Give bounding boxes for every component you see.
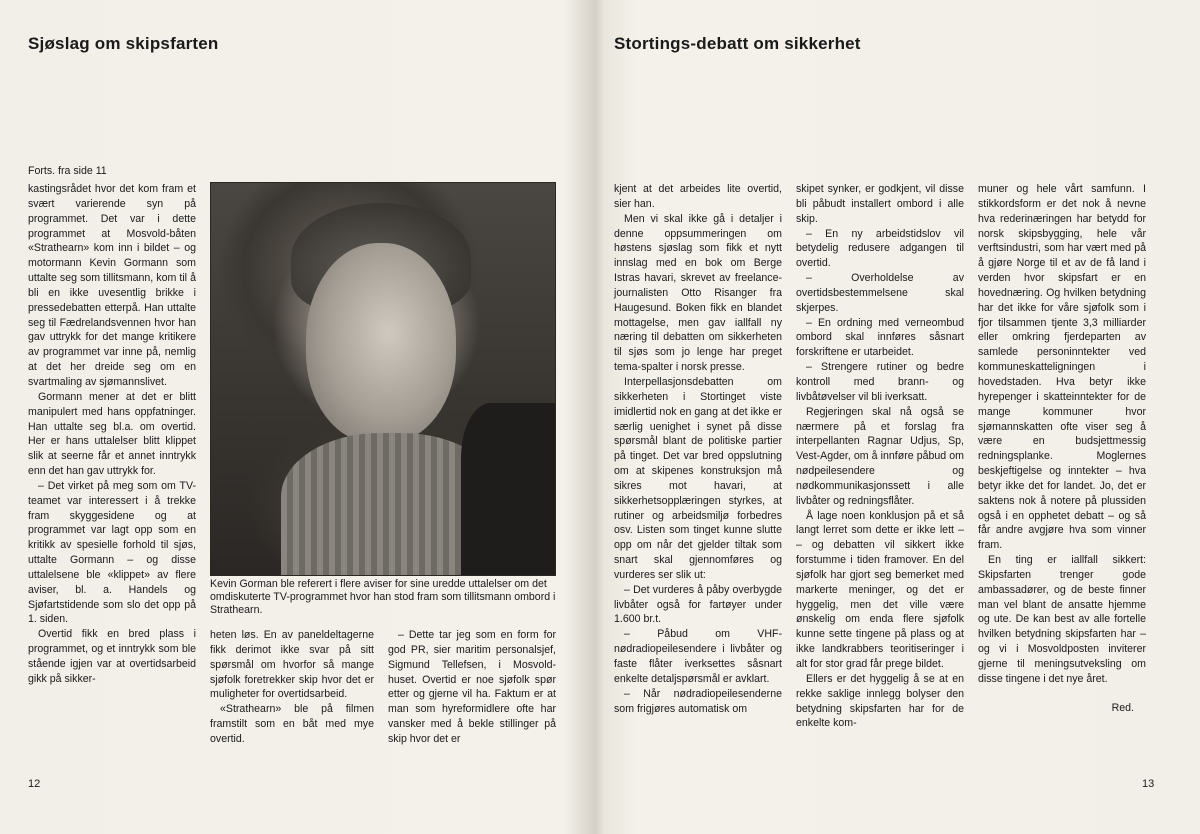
- paragraph: Regjeringen skal nå også se nærmere på et forslag fra interpellanten Ragnar Udjus, Sp, Vest-Agder, om å innføre påbud om nødpeilesendere og nødkommunikasjonssett i alle livbåter og redningsflåter.: [796, 405, 964, 507]
- right-column-3: [978, 182, 1146, 716]
- paragraph: Å lage noen konklusjon på et så langt lerret som dette er ikke lett – – og debatten vil sikkert ikke forstumme i tiden framover. En del sjøfolk har gjort seg bemerket med markerte meninger, og det er hyggelig, men det ville være ønskelig om enda flere sjøfolk kunne sette tingene på plass og at ikke landkrabbers teoritiseringer i alt for stor grad får prege bildet.: [796, 509, 964, 670]
- right-page-title: Stortings-debatt om sikkerhet: [614, 34, 861, 53]
- left-column-3: [388, 628, 556, 747]
- paragraph: – Overholdelse av overtidsbestemmelsene skal skjerpes.: [796, 272, 964, 314]
- paragraph: Ellers er det hyggelig å se at en rekke saklige innlegg bolyser den betydning skipsfarten har for de enkelte kom-: [796, 672, 964, 730]
- paragraph: kastingsrådet hvor det kom fram et svært varierende syn på programmet. Det var i dette programmet at Mosvold-båten «Strathearn» kom inn i bildet – og motormann Kevin Gormann som uttalte seg som tillitsmann, kom til å bli en ikke uvesentlig brikke i pressedebatten etterpå. Han uttalte seg til Fædrelandsvennen hvor han gav uttrykk for det mange kritikere av programmet var inne på, nemlig at det her dreide seg om en svartmaling av sjømannslivet.: [28, 183, 196, 388]
- paragraph: Overtid fikk en bred plass i programmet, og et inntrykk som ble stående igjen var at overtidsarbeid gikk på sikker-: [28, 628, 196, 685]
- paragraph: kjent at det arbeides lite overtid, sier han.: [614, 183, 782, 210]
- paragraph: – En ny arbeidstidslov vil betydelig redusere adgangen til overtid.: [796, 227, 964, 270]
- paragraph: En ting er iallfall sikkert: Skipsfarten trenger gode ambassadører, og de beste finner man vel blant de ansatte hjemme og ute. De kan best av alle fortelle hvilken betydning skipsfarten har – og vi i Mosvoldposten inviterer gjerne til meningsutveksling om disse tingene i det nye året.: [978, 554, 1146, 685]
- paragraph: Men vi skal ikke gå i detaljer i denne oppsummeringen om høstens sjøslag som fikk et nytt innslag med en bok om Berge Istras havari, skrevet av freelance-journalisten Otto Risanger fra Haugesund. Boken fikk en blandet mottagelse, men gav iallfall ny næring til debatten om sikkerheten til sjøs som jo lenge har preget tema-spalter i norsk presse.: [614, 212, 782, 374]
- right-column-1: [614, 182, 782, 716]
- page-number-right: 13: [1142, 778, 1155, 790]
- paragraph: heten løs. En av paneldeltagerne fikk derimot ikke svar på sitt spørsmål om hvorfor så mange sjøfolk foretrekker skip hvor det er muligheter for overtidsarbeid.: [210, 629, 374, 701]
- continued-from-note: Forts. fra side 11: [28, 165, 107, 177]
- photo-coat: [461, 403, 556, 576]
- signature: Red.: [1111, 701, 1134, 714]
- page-number-left: 12: [28, 778, 41, 790]
- paragraph: – En ordning med verneombud ombord skal innføres såsnart forskriftene er utarbeidet.: [796, 316, 964, 359]
- right-page: [604, 0, 1200, 834]
- paragraph: – Dette tar jeg som en form for god PR, sier maritim personalsjef, Sigmund Tellefsen, i Mosvold-huset. Overtid er noe sjøfolk spør etter og gjerne vil ha. Faktum er at man som hyreformidlere ofte har vansker med å bekle stillinger på skip hvor det er: [388, 629, 556, 745]
- paragraph: Gormann mener at det er blitt manipulert med hans oppfatninger. Han uttalte seg bl.a. om overtid. Her er hans uttalelser blitt klippet slik at seerne får et annet inntrykk enn det han gav uttrykk for.: [28, 390, 196, 478]
- paragraph: muner og hele vårt samfunn. I stikkordsform er det nok å nevne hva rederinæringen har betydd for norsk skipsbygging, hele vår verftsindustri, som har vært med på å gjøre Norge til et av de få land i verden hvor skipsfart er en hovednæring. Og hvilken betydning har det ikke for våre sjøfolk som i fjor tilsammen tjente 3,3 milliarder eller omkring fjerdeparten av samlede personinntekter ved kommuneskatteligningen i hovedstaden. Hva betyr ikke hyrepenger i skatteinntekter for de mange kommuner hvor sjømannskatten ofte viser seg å være en budsjettmessig redningsplanke. Moglernes beskjeftigelse og inntekter – hva betyr ikke det for landet. Jo, det er saktens nok å notere på plussiden også i en opphetet debatt – og så får andre avgjøre hva som vinner fram.: [978, 183, 1146, 552]
- paragraph: – Strengere rutiner og bedre kontroll med brann- og livbåtøvelser vil bli iverksatt.: [796, 361, 964, 403]
- paragraph: – Når nødradiopeilesenderne som frigjøres automatisk om: [614, 687, 782, 715]
- paragraph: – Det virket på meg som om TV-teamet var interessert i å trekke fram skyggesidene og at programmet var lagt opp som en kritikk av spesielle forhold til sjøs, uttalte Gormann – og disse uttalelsene ble «klippet» av flere aviser, bl. a. Handels og Sjøfartstidende som slo det opp på 1. siden.: [28, 479, 196, 626]
- paragraph: «Strathearn» ble på filmen framstilt som en båt med mye overtid.: [210, 703, 374, 745]
- paragraph: Interpellasjonsdebatten om sikkerheten i Stortinget viste imidlertid nok en gang at det ikke er særlig uenighet i synet på disse spørsmål blant de politiske partier på tinget. Det var bred oppslutning om at skipenes konstruksjon må sikres mot havari, at sikkerhetsopplæringen styrkes, at rutiner og arbeidsmiljø forbedres osv. Listen som tinget kunne slutte opp om når det gjelder tiltak som snart skal gjennomføres og vurderes ser slik ut:: [614, 375, 782, 581]
- left-page-title: Sjøslag om skipsfarten: [28, 34, 219, 53]
- photo-caption: Kevin Gorman ble referert i flere aviser for sine uredde uttalelser om det omdiskuterte TV-programmet hvor han stod fram som tillitsmann ombord i Strathearn.: [210, 578, 556, 617]
- portrait-photo: [210, 182, 556, 576]
- paragraph: – Påbud om VHF-nødradiopeilesendere i livbåter og faste flåter iverksettes såsnart enkelte detaljspørsmål er avklart.: [614, 628, 782, 685]
- left-page: [0, 0, 596, 834]
- photo-face: [306, 243, 456, 443]
- paragraph: – Det vurderes å påby overbygde livbåter også for fartøyer under 1.600 br.t.: [614, 583, 782, 626]
- left-column-1: [28, 182, 196, 687]
- left-column-2: [210, 628, 374, 747]
- paragraph: skipet synker, er godkjent, vil disse bli påbudt installert ombord i alle skip.: [796, 183, 964, 225]
- right-column-2: [796, 182, 964, 731]
